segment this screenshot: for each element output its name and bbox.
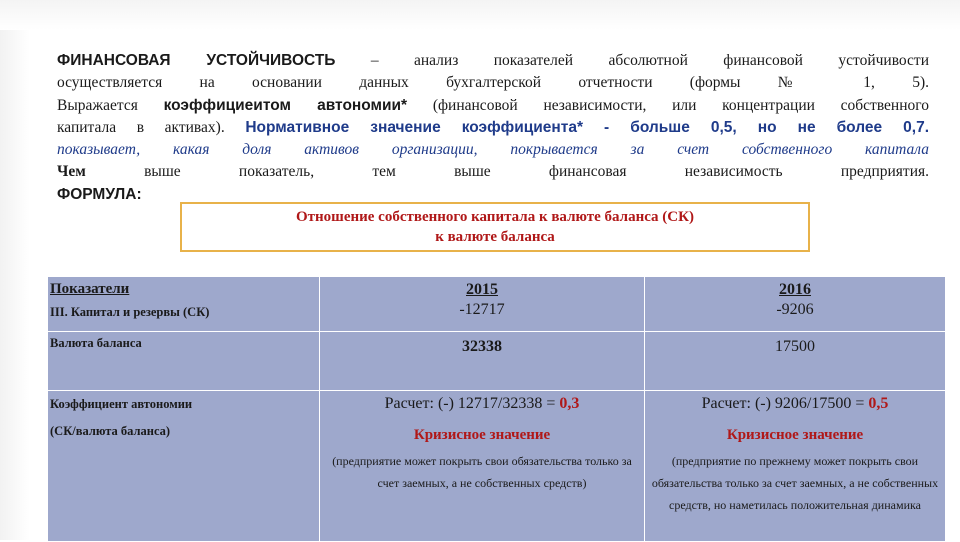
header-label-wrap	[48, 277, 319, 297]
intro-line-6-b: выше показатель, тем выше финансовая независимость предприятия.	[85, 163, 929, 181]
intro-line-2: осуществляется на основании данных бухгалтерской отчетности (формы № 1, 5).	[57, 74, 929, 92]
intro-line-4-a: капитала в активах).	[57, 118, 246, 136]
balance-2015-cell	[320, 332, 645, 391]
intro-line-4	[57, 117, 929, 139]
intro-line-3	[57, 95, 929, 117]
header-cell	[48, 277, 320, 332]
row-label-coefficient: Коэффициент автономии	[50, 397, 193, 411]
calc-2016-result: 0,5	[868, 395, 889, 412]
formula-heading: ФОРМУЛА:	[57, 185, 142, 203]
autonomy-table	[47, 276, 946, 542]
calc-2016-text: Расчет: (-) 9206/17500 =	[701, 395, 869, 412]
balance-2015: 32338	[462, 338, 502, 355]
intro-line-3-a: Выражается	[57, 96, 164, 114]
calc-2015-text: Расчет: (-) 12717/32338 =	[384, 395, 560, 412]
normative-value: Нормативное значение коэффициента* - больше 0,5, но не более 0,7.	[245, 118, 930, 136]
balance-2016-cell	[645, 332, 946, 391]
calc-2016	[645, 395, 945, 413]
calc-2015-result: 0,3	[559, 395, 580, 412]
intro-line-1	[57, 50, 929, 72]
term-financial-stability: ФИНАНСОВАЯ УСТОЙЧИВОСТЬ	[57, 52, 336, 69]
term-autonomy-coefficient: коэффициеитом автономии*	[163, 96, 408, 114]
row-label-balance: Валюта баланса	[50, 336, 142, 350]
note-2015: (предприятие может покрыть свои обязательства только за счет заемных, а не собственных средств)	[332, 454, 632, 490]
formula-box	[180, 202, 810, 252]
row-label-cell	[48, 332, 320, 391]
formula-line-1: Отношение собственного капитала к валюте баланса (СК)	[295, 209, 695, 225]
row-label-cell	[48, 391, 320, 542]
year-2016: 2016	[779, 281, 811, 298]
formula-line-2: к валюте баланса	[435, 229, 555, 245]
year-2015: 2015	[466, 281, 498, 298]
table-row	[48, 332, 946, 391]
row-label-formula: (СК/валюта баланса)	[50, 424, 171, 438]
year-2015-cell	[320, 277, 645, 332]
background-edge-left	[0, 0, 30, 540]
row-label-equity: III. Капитал и резервы (СК)	[50, 305, 210, 319]
calc-2015	[320, 395, 644, 413]
note-2016: (предприятие по прежнему может покрыть свои обязательства только за счет заемных, а не собственных средств, но наметилась положительная динамика	[651, 454, 939, 512]
equity-2015: -12717	[459, 301, 505, 318]
background-edge-top	[0, 0, 960, 30]
table-row	[48, 277, 946, 332]
crisis-2016: Кризисное значение	[726, 427, 864, 443]
calc-2016-cell	[645, 391, 946, 542]
table-row	[48, 391, 946, 542]
crisis-2015: Кризисное значение	[413, 427, 551, 443]
year-2016-cell	[645, 277, 946, 332]
intro-line-3-c: (финансовой независимости, или концентрации собственного	[407, 96, 929, 114]
intro-line-5: показывает, какая доля активов организации, покрывается за счет собственного капитала	[57, 141, 929, 159]
intro-line-6	[57, 161, 929, 183]
header-label: Показатели	[50, 281, 130, 297]
intro-paragraph	[57, 50, 929, 206]
intro-line-1-rest: – анализ показателей абсолютной финансовой устойчивости	[335, 52, 929, 69]
equity-2016: -9206	[776, 301, 814, 318]
calc-2015-cell	[320, 391, 645, 542]
balance-2016: 17500	[775, 338, 815, 355]
intro-line-6-a: Чем	[57, 163, 86, 181]
